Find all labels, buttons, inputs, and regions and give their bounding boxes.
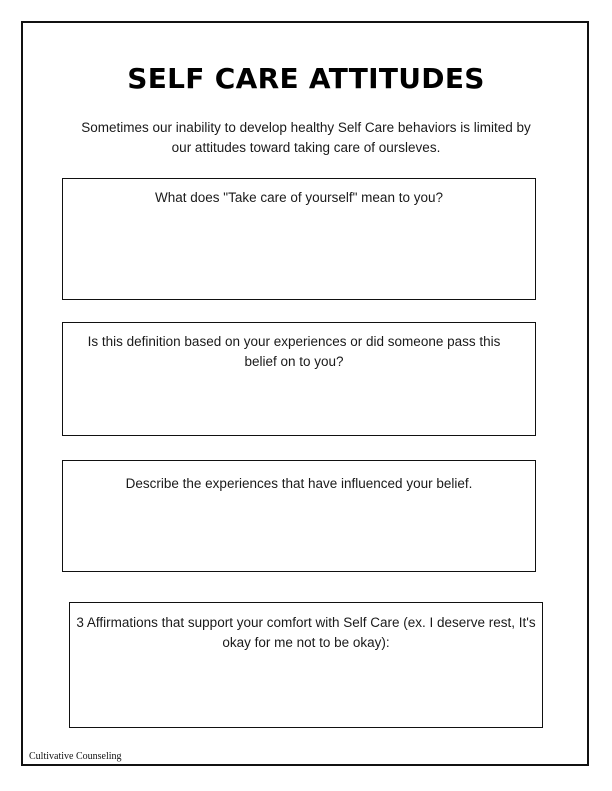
intro-text: Sometimes our inability to develop healthy Self Care behaviors is limited by our attitudes toward taking care of oursleves.: [81, 120, 531, 155]
prompt-box-experiences[interactable]: [62, 460, 536, 572]
prompt-box-definition-source[interactable]: [62, 322, 536, 436]
prompt-question-affirmations: 3 Affirmations that support your comfort with Self Care (ex. I deserve rest, It's okay for me not to be okay):: [76, 615, 536, 650]
prompt-box-affirmations[interactable]: [69, 602, 543, 728]
prompt-question-meaning: What does "Take care of yourself" mean to you?: [155, 190, 443, 205]
prompt-question-definition-source: Is this definition based on your experiences or did someone pass this belief on to you?: [87, 334, 501, 369]
page-title: SELF CARE ATTITUDES: [127, 62, 485, 95]
prompt-question-experiences: Describe the experiences that have influenced your belief.: [125, 476, 473, 491]
footer-credit: Cultivative Counseling: [29, 751, 122, 762]
prompt-box-meaning[interactable]: [62, 178, 536, 300]
